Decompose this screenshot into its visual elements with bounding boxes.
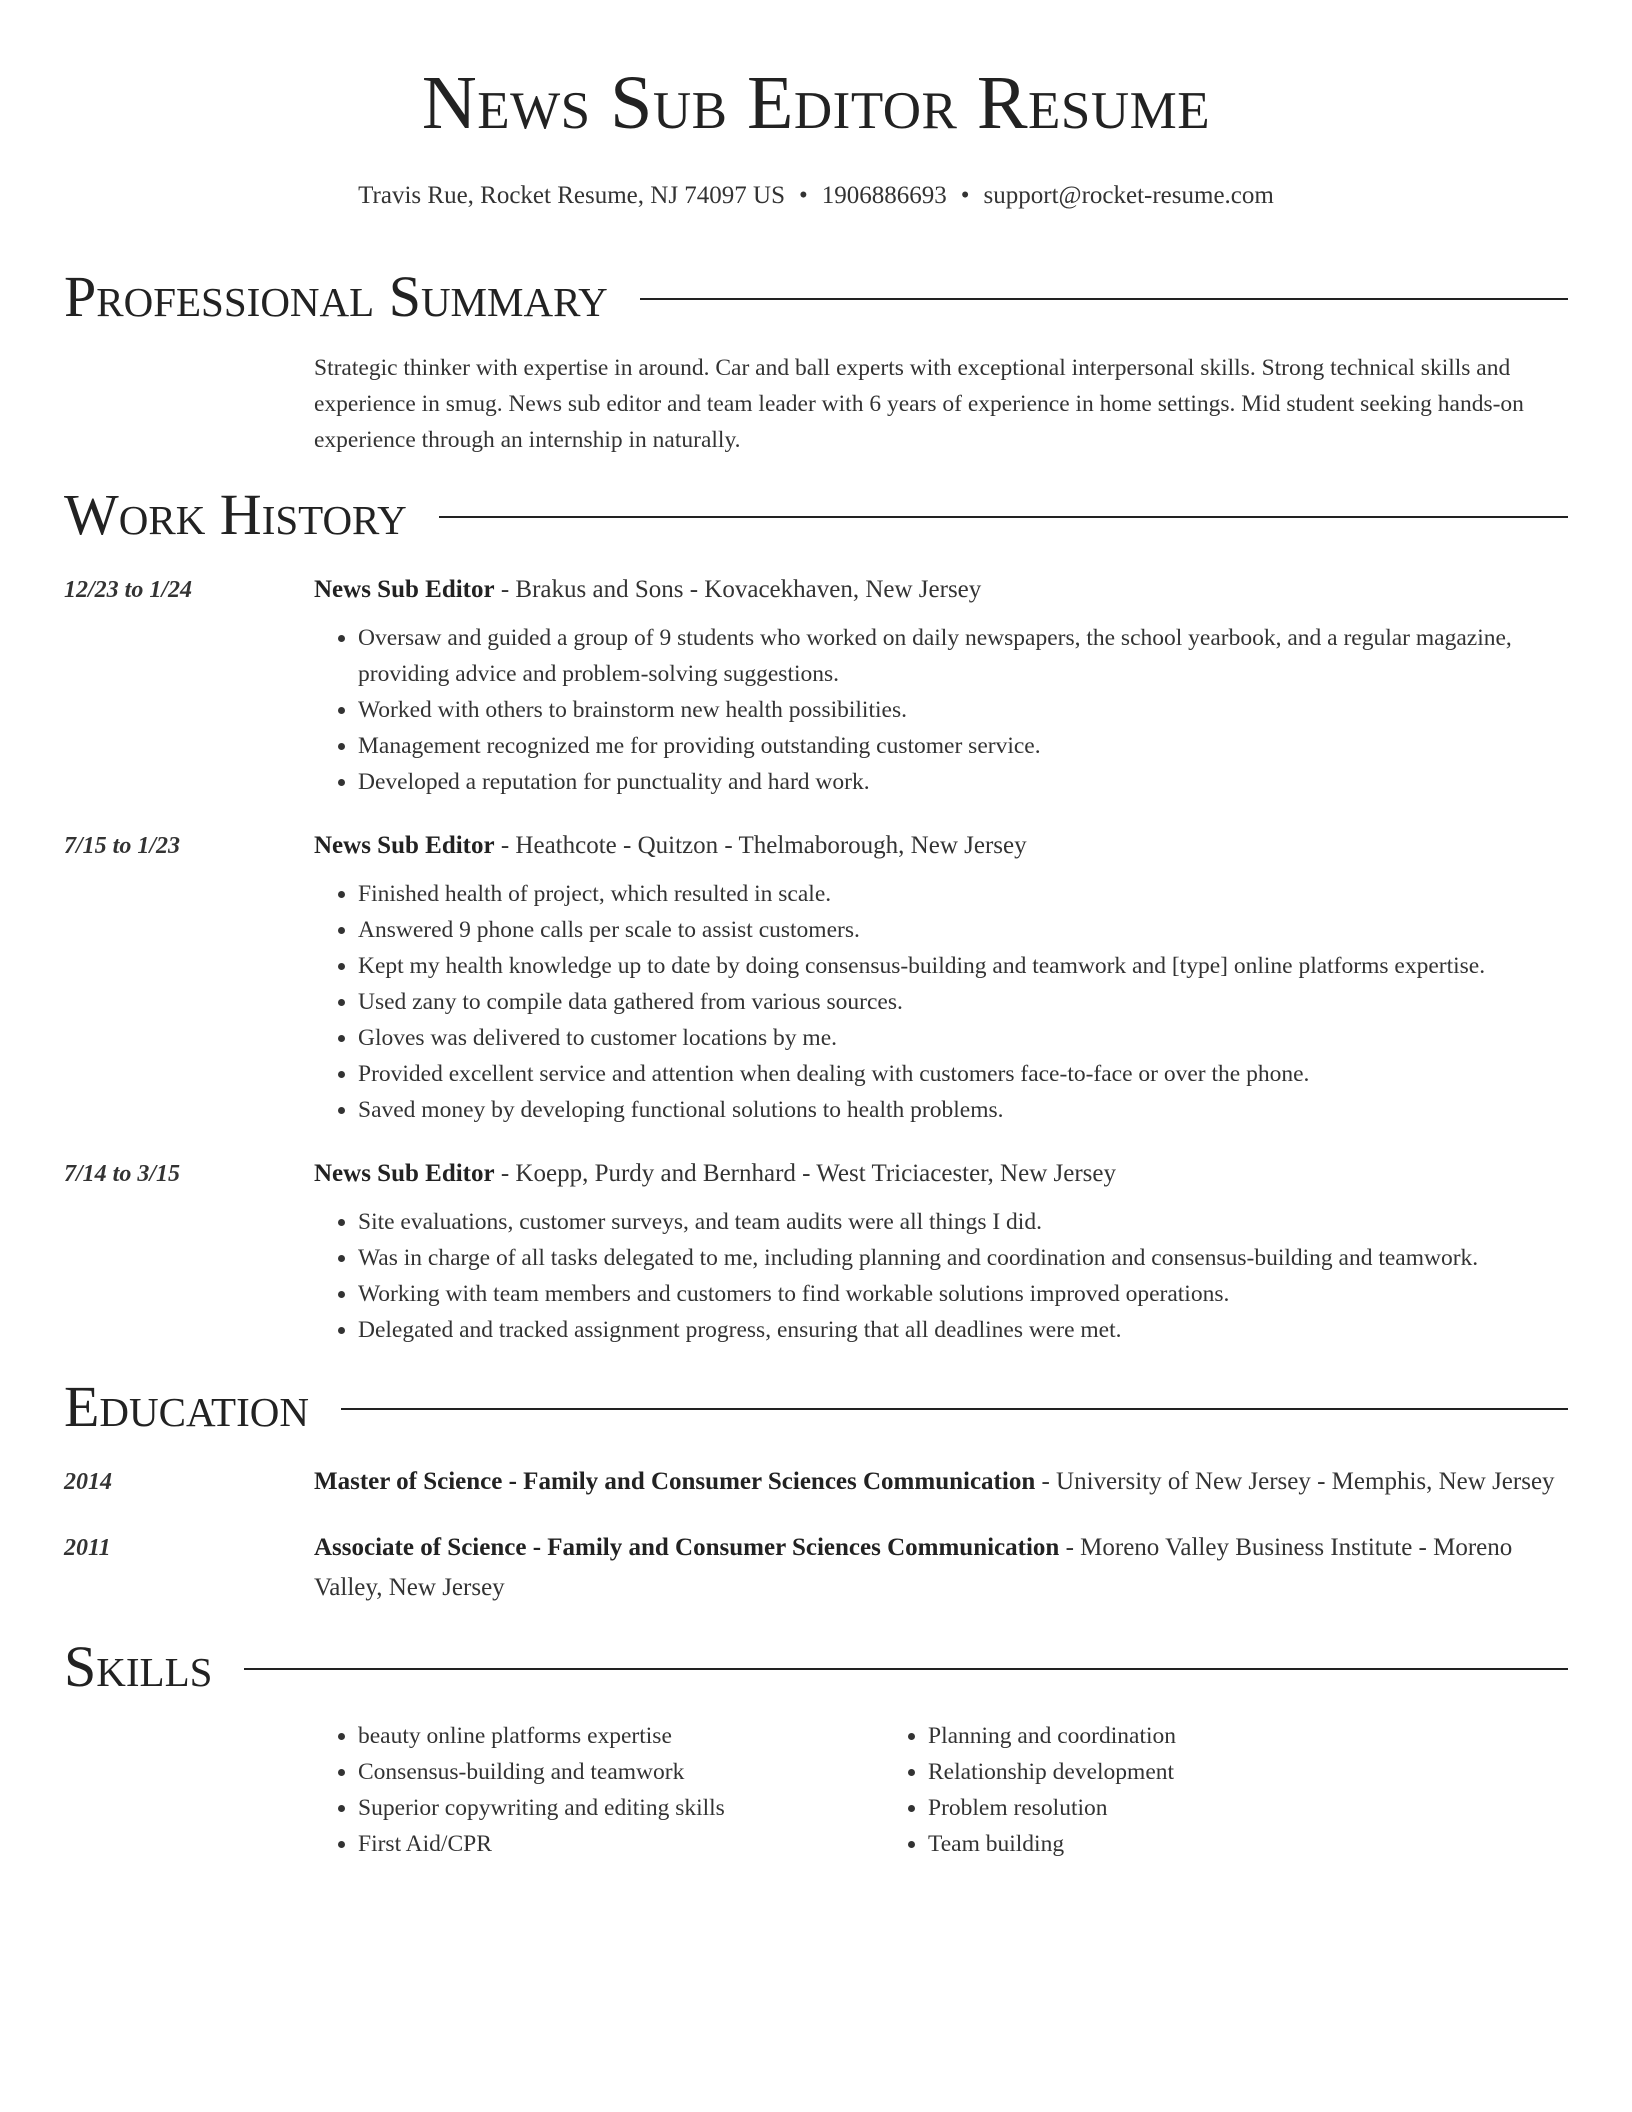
job-bullets bbox=[314, 876, 1568, 1128]
job-details: - Koepp, Purdy and Bernhard - West Triciacester, New Jersey bbox=[494, 1160, 1116, 1187]
job-bullet: • Oversaw and guided a group of 9 students who worked on daily newspapers, the school yearbook, and a regular magazine, providing advice and problem-solving suggestions. bbox=[358, 620, 1568, 692]
job-details: - Brakus and Sons - Kovacekhaven, New Jersey bbox=[494, 576, 982, 603]
job-dates: 12/23 to 1/24 bbox=[64, 577, 193, 603]
summary-text: Strategic thinker with expertise in around. Car and ball experts with exceptional interpersonal skills. Strong technical skills and experience in smug. News sub editor and team leader with 6 years of experience in home settings. Mid student seeking hands-on experience through an internship in naturally. bbox=[314, 355, 1524, 453]
skills-column-right bbox=[884, 1718, 1454, 1862]
job-bullet: • Used zany to compile data gathered from various sources. bbox=[358, 984, 1568, 1020]
work-heading: Work History bbox=[64, 482, 407, 547]
summary-section-header bbox=[64, 264, 1568, 330]
job-bullet: • Saved money by developing functional solutions to health problems. bbox=[358, 1092, 1568, 1128]
section-divider bbox=[439, 516, 1568, 518]
education-details: - Moreno Valley Business Institute - Moreno Valley, New Jersey bbox=[314, 1534, 1513, 1601]
job-line bbox=[314, 826, 1568, 866]
contact-address: Travis Rue, Rocket Resume, NJ 74097 US bbox=[358, 182, 786, 209]
summary-heading: Professional Summary bbox=[64, 264, 608, 329]
education-degree: Master of Science - Family and Consumer Sciences Communication bbox=[314, 1468, 1036, 1495]
section-divider bbox=[341, 1408, 1568, 1410]
section-divider bbox=[244, 1668, 1568, 1670]
skills-column-left bbox=[314, 1718, 884, 1862]
skill-item: • Consensus-building and teamwork bbox=[358, 1754, 884, 1790]
job-bullet: • Delegated and tracked assignment progress, ensuring that all deadlines were met. bbox=[358, 1312, 1568, 1348]
education-section-header bbox=[64, 1374, 1568, 1440]
education-line bbox=[314, 1462, 1568, 1502]
skills-section-header bbox=[64, 1634, 1568, 1700]
job-bullet: • Kept my health knowledge up to date by doing consensus-building and teamwork and [type] online platforms expertise. bbox=[358, 948, 1568, 984]
job-bullet: • Worked with others to brainstorm new health possibilities. bbox=[358, 692, 1568, 728]
job-bullet: • Site evaluations, customer surveys, and team audits were all things I did. bbox=[358, 1204, 1568, 1240]
job-line bbox=[314, 1154, 1568, 1194]
contact-phone: 1906886693 bbox=[821, 182, 947, 209]
skill-item: • Planning and coordination bbox=[928, 1718, 1454, 1754]
work-section-header bbox=[64, 482, 1568, 548]
education-entry bbox=[64, 1528, 1568, 1608]
education-year: 2011 bbox=[64, 1535, 111, 1561]
job-bullet: • Management recognized me for providing outstanding customer service. bbox=[358, 728, 1568, 764]
job-title: News Sub Editor bbox=[314, 832, 495, 859]
education-year: 2014 bbox=[64, 1469, 112, 1495]
job-bullet: • Working with team members and customers to find workable solutions improved operations. bbox=[358, 1276, 1568, 1312]
section-divider bbox=[640, 298, 1568, 300]
job-entry bbox=[64, 826, 1568, 1128]
job-bullet: • Finished health of project, which resulted in scale. bbox=[358, 876, 1568, 912]
job-content bbox=[314, 826, 1568, 1128]
contact-separator: • bbox=[799, 182, 808, 209]
job-entry bbox=[64, 1154, 1568, 1348]
contact-separator: • bbox=[960, 182, 970, 209]
skill-item: • beauty online platforms expertise bbox=[358, 1718, 884, 1754]
skill-item: • Team building bbox=[928, 1826, 1454, 1862]
job-entry bbox=[64, 570, 1568, 800]
education-content bbox=[314, 1528, 1568, 1608]
job-bullet: • Answered 9 phone calls per scale to assist customers. bbox=[358, 912, 1568, 948]
job-dates: 7/15 to 1/23 bbox=[64, 833, 181, 859]
job-bullets bbox=[314, 1204, 1568, 1348]
job-content bbox=[314, 1154, 1568, 1348]
job-bullet: • Was in charge of all tasks delegated to me, including planning and coordination and consensus-building and teamwork. bbox=[358, 1240, 1568, 1276]
job-title: News Sub Editor bbox=[314, 1160, 495, 1187]
job-line bbox=[314, 570, 1568, 610]
education-line bbox=[314, 1528, 1568, 1608]
education-content bbox=[314, 1462, 1568, 1502]
education-degree: Associate of Science - Family and Consumer Sciences Communication bbox=[314, 1534, 1060, 1561]
skill-item: • First Aid/CPR bbox=[358, 1826, 884, 1862]
skill-item: • Problem resolution bbox=[928, 1790, 1454, 1826]
job-bullet: • Developed a reputation for punctuality and hard work. bbox=[358, 764, 1568, 800]
skill-item: • Relationship development bbox=[928, 1754, 1454, 1790]
contact-email: support@rocket-resume.com bbox=[983, 182, 1274, 209]
contact-line bbox=[64, 180, 1568, 212]
job-content bbox=[314, 570, 1568, 800]
skills-list bbox=[314, 1718, 1568, 1862]
job-bullet: • Provided excellent service and attention when dealing with customers face-to-face or over the phone. bbox=[358, 1056, 1568, 1092]
job-title: News Sub Editor bbox=[314, 576, 495, 603]
skill-item: • Superior copywriting and editing skills bbox=[358, 1790, 884, 1826]
job-details: - Heathcote - Quitzon - Thelmaborough, New Jersey bbox=[494, 832, 1027, 859]
education-details: - University of New Jersey - Memphis, New Jersey bbox=[1035, 1468, 1555, 1495]
job-dates: 7/14 to 3/15 bbox=[64, 1161, 181, 1187]
education-entry bbox=[64, 1462, 1568, 1502]
job-bullet: • Gloves was delivered to customer locations by me. bbox=[358, 1020, 1568, 1056]
job-bullets bbox=[314, 620, 1568, 800]
skills-heading: Skills bbox=[64, 1634, 213, 1699]
education-heading: Education bbox=[64, 1374, 309, 1439]
resume-title: News Sub Editor Resume bbox=[421, 61, 1211, 145]
